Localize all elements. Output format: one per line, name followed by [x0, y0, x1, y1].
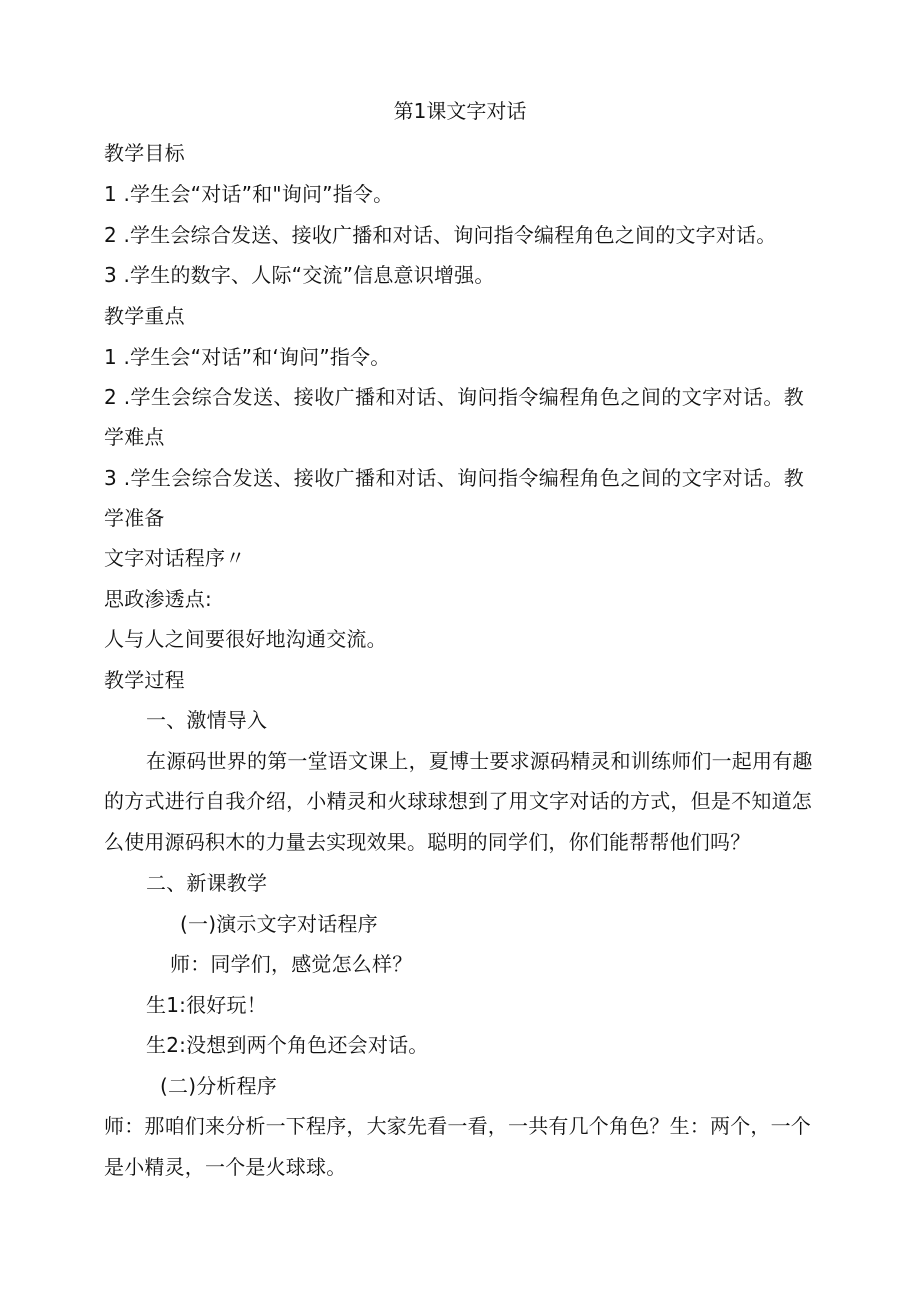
- section-intro-heading: 一、激情导入: [146, 708, 268, 732]
- heading-difficulties-continued: 学难点: [104, 425, 165, 449]
- ideology-text: 人与人之间要很好地沟通交流。: [104, 627, 387, 651]
- section-new-lesson-heading: 二、新课教学: [146, 871, 268, 895]
- heading-key-points: 教学重点: [104, 304, 185, 328]
- subsection-analysis-heading: (二)分析程序: [160, 1074, 278, 1098]
- preparation-text: 文字对话程序〃: [104, 546, 246, 570]
- heading-ideology-points: 思政渗透点:: [104, 587, 212, 611]
- analysis-dialogue-line-1: 师：那咱们来分析一下程序，大家先看一看，一共有几个角色？生：两个，一个: [104, 1114, 811, 1138]
- difficulty-item-3: 3 .学生会综合发送、接收广播和对话、询问指令编程角色之间的文字对话。教: [104, 466, 804, 490]
- goal-item-2: 2 .学生会综合发送、接收广播和对话、询问指令编程角色之间的文字对话。: [104, 223, 777, 247]
- student-2-answer: 生2:没想到两个角色还会对话。: [146, 1033, 429, 1057]
- analysis-dialogue-line-2: 是小精灵，一个是火球球。: [104, 1155, 347, 1179]
- goal-item-1: 1 .学生会“对话”和"询问”指令。: [104, 182, 394, 206]
- lesson-title: 第1课文字对话: [393, 99, 527, 123]
- goal-item-3: 3 .学生的数字、人际“交流”信息意识增强。: [104, 263, 495, 287]
- key-point-item-2: 2 .学生会综合发送、接收广播和对话、询问指令编程角色之间的文字对话。教: [104, 385, 804, 409]
- heading-preparation-continued: 学准备: [104, 506, 165, 530]
- key-point-item-1: 1 .学生会“对话”和‘询问”指令。: [104, 345, 391, 369]
- heading-teaching-goals: 教学目标: [104, 141, 185, 165]
- subsection-demo-heading: (一)演示文字对话程序: [180, 912, 378, 936]
- student-1-answer: 生1:很好玩！: [146, 993, 267, 1017]
- intro-paragraph-line-3: 么使用源码积木的力量去实现效果。聪明的同学们，你们能帮帮他们吗？: [104, 830, 751, 854]
- intro-paragraph-line-2: 的方式进行自我介绍，小精灵和火球球想到了用文字对话的方式，但是不知道怎: [104, 789, 812, 813]
- intro-paragraph-line-1: 在源码世界的第一堂语文课上，夏博士要求源码精灵和训练师们一起用有趣: [146, 749, 813, 773]
- heading-teaching-process: 教学过程: [104, 668, 185, 692]
- teacher-question: 师：同学们，感觉怎么样？: [170, 952, 413, 976]
